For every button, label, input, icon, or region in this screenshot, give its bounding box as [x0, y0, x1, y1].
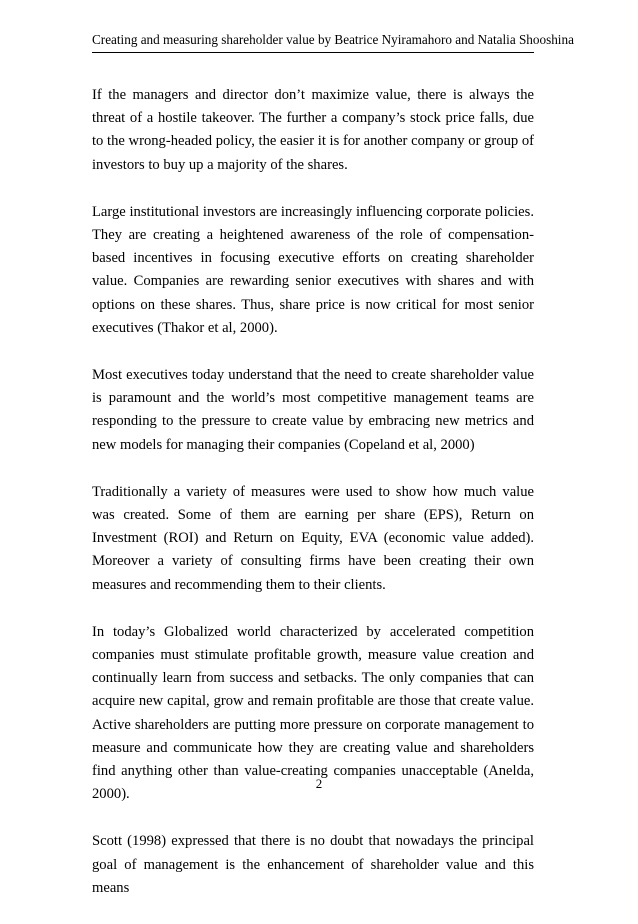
running-header: Creating and measuring shareholder value by Beatrice Nyiramahoro and Natalia Shooshina [92, 32, 574, 47]
page-number: 2 [315, 776, 323, 791]
body-text [92, 84, 534, 924]
header-divider [92, 52, 534, 53]
paragraph-executives-understanding: Most executives today understand that the need to create shareholder value is paramount and the world’s most competitive management teams are responding to the pressure to create value by embracing new metrics and new models for managing their companies (Copeland et al, 2000) [92, 367, 534, 453]
paragraph-globalized-world: In today’s Globalized world characterized by accelerated competition companies must stimulate profitable growth, measure value creation and continually learn from success and setbacks. The only companies that can acquire new capital, grow and remain profitable are those that create value. Active shareholders are putting more pressure on corporate management to measure and communicate how they are creating value and shareholders find anything other than value-creating companies unacceptable (Anelda, 2000). [92, 623, 534, 803]
paragraph-institutional-investors: Large institutional investors are increasingly influencing corporate policies. They are creating a heightened awareness of the role of compensation-based incentives in focusing executive efforts on creating shareholder value. Companies are rewarding senior executives with shares and with options on these shares. Thus, share price is now critical for most senior executives (Thakor et al, 2000). [92, 203, 534, 336]
paragraph-traditional-measures: Traditionally a variety of measures were used to show how much value was created. Some of them are earning per share (EPS), Return on Investment (ROI) and Return on Equity, EVA (economic value added). Moreover a variety of consulting firms have been creating their own measures and recommending them to their clients. [92, 483, 534, 593]
paragraph-scott-1998: Scott (1998) expressed that there is no doubt that nowadays the principal goal of management is the enhancement of shareholder value and this means [92, 833, 534, 896]
paragraph-takeover-threat: If the managers and director don’t maximize value, there is always the threat of a hostile takeover. The further a company’s stock price falls, due to the wrong-headed policy, the easier it is for another company or group of investors to buy up a majority of the shares. [92, 87, 534, 173]
